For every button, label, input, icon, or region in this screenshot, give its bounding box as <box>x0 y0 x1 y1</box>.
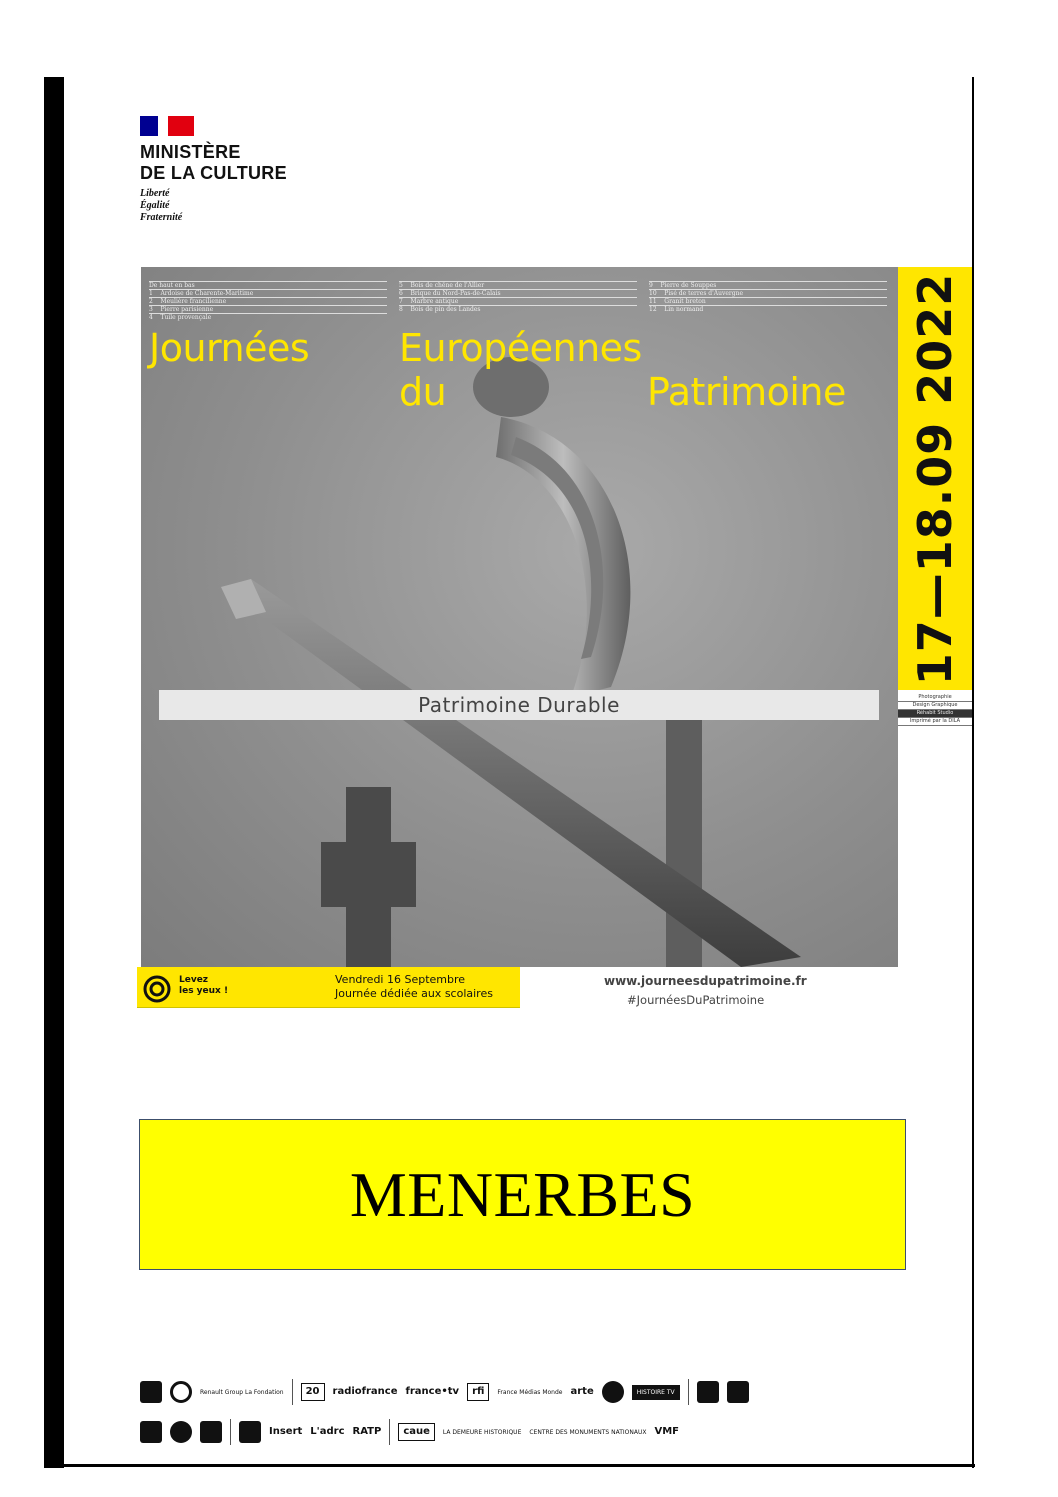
partner-insert: Insert <box>269 1426 303 1437</box>
ministry-logo <box>140 116 287 224</box>
credits-column-1 <box>149 281 387 321</box>
sculpture-cross-block <box>321 787 416 967</box>
partner-logos-row-2 <box>140 1418 900 1446</box>
side-credit-print: Imprimé par la DILA <box>898 718 972 726</box>
poster-title-patrimoine: Patrimoine <box>647 370 846 414</box>
partner-divider <box>688 1379 689 1405</box>
school-day-info <box>335 973 493 1001</box>
partner-francetv: france•tv <box>405 1386 460 1397</box>
flag-white-stripe <box>158 116 168 136</box>
credit-row: 6 Brique du Nord-Pas-de-Calais <box>399 289 637 297</box>
credit-row: 1 Ardoise de Charente-Maritime <box>149 289 387 297</box>
partner-shield-icon <box>239 1421 261 1443</box>
partner-histoire-tv: HISTOIRE TV <box>632 1385 680 1400</box>
event-poster <box>141 267 898 967</box>
town-name: MENERBES <box>349 1158 696 1230</box>
motto-egalite: Égalité <box>140 200 170 211</box>
credit-row: 5 Bois de chêne de l'Allier <box>399 281 637 289</box>
town-box <box>139 1119 906 1270</box>
credit-row: 11 Granit breton <box>649 297 887 305</box>
partner-vmf: VMF <box>654 1426 680 1437</box>
partner-radiofrance: radiofrance <box>332 1386 398 1397</box>
side-credits <box>898 694 972 726</box>
school-day-date: Vendredi 16 Septembre <box>335 973 466 986</box>
partner-caue: caue <box>398 1423 435 1441</box>
partner-logos-row-1 <box>140 1378 900 1406</box>
poster-title-journees: Journées <box>149 326 310 370</box>
partner-globe-icon <box>602 1381 624 1403</box>
credits-column-2 <box>399 281 637 313</box>
partner-20: 20 <box>301 1383 325 1401</box>
credit-row: 2 Meulière francilienne <box>149 297 387 305</box>
levez-les-yeux-banner <box>137 967 520 1008</box>
partner-divider <box>389 1419 390 1445</box>
side-credit-photo: Photographie <box>898 694 972 702</box>
partner-divider <box>292 1379 293 1405</box>
partner-renault: Renault Group La Fondation <box>200 1388 284 1396</box>
poster-title-europeennes: Européennes <box>399 326 642 370</box>
partner-demeure-historique: LA DEMEURE HISTORIQUE <box>442 1428 522 1436</box>
partner-arte: arte <box>570 1386 594 1397</box>
levez-label <box>179 975 228 997</box>
page-bottom-rule <box>44 1464 975 1467</box>
partner-ring-icon <box>170 1381 192 1403</box>
sculpture-beam <box>221 579 801 967</box>
levez-label-line2: les yeux ! <box>179 986 229 996</box>
credit-row: 3 Pierre parisienne <box>149 305 387 313</box>
poster-subtitle: Patrimoine Durable <box>159 690 879 720</box>
eye-icon <box>143 975 171 1003</box>
ministry-name <box>140 142 287 184</box>
partner-block-icon <box>140 1421 162 1443</box>
date-band <box>898 267 972 690</box>
event-dates: 17—18.09 2022 <box>908 272 962 685</box>
flag-red-stripe <box>168 116 194 136</box>
flag-blue-stripe <box>140 116 158 136</box>
sculpture-arc <box>496 417 630 697</box>
side-credit-studio: Réhabit Studio <box>898 710 972 718</box>
republic-motto <box>140 188 287 224</box>
website-link[interactable]: www.journeesdupatrimoine.fr <box>604 974 807 988</box>
french-flag-icon <box>140 116 194 136</box>
credits-column-3 <box>649 281 887 313</box>
partner-emblem-icon <box>727 1381 749 1403</box>
credit-row: 8 Bois de pin des Landes <box>399 305 637 313</box>
motto-liberte: Liberté <box>140 188 170 199</box>
school-day-label: Journée dédiée aux scolaires <box>335 987 493 1000</box>
partner-square-icon <box>697 1381 719 1403</box>
partner-diamond-icon <box>200 1421 222 1443</box>
credits-header: De haut en bas <box>149 281 387 289</box>
partner-circle-icon <box>170 1421 192 1443</box>
credit-row: 9 Pierre de Souppes <box>649 281 887 289</box>
partner-logo-icon <box>140 1381 162 1403</box>
motto-fraternite: Fraternité <box>140 212 183 223</box>
side-credit-design: Design Graphique <box>898 702 972 710</box>
poster-title-du: du <box>399 370 447 414</box>
partner-cmn: CENTRE DES MONUMENTS NATIONAUX <box>529 1428 647 1436</box>
partner-adrc: L'adrc <box>310 1426 345 1437</box>
partner-rfi: rfi <box>467 1383 489 1401</box>
page-right-rule <box>972 77 974 1468</box>
partner-france-medias-monde: France Médias Monde <box>497 1388 563 1396</box>
ministry-name-line2: DE LA CULTURE <box>140 163 287 183</box>
partner-ratp: RATP <box>352 1426 382 1437</box>
partner-divider <box>230 1419 231 1445</box>
credit-row: 4 Tuile provençale <box>149 313 387 321</box>
ministry-name-line1: MINISTÈRE <box>140 142 241 162</box>
levez-label-line1: Levez <box>179 975 209 985</box>
credit-row: 10 Pisé de terres d'Auvergne <box>649 289 887 297</box>
credit-row: 12 Lin normand <box>649 305 887 313</box>
page-left-bar <box>44 77 64 1468</box>
event-hashtag: #JournéesDuPatrimoine <box>627 993 765 1007</box>
credit-row: 7 Marbre antique <box>399 297 637 305</box>
